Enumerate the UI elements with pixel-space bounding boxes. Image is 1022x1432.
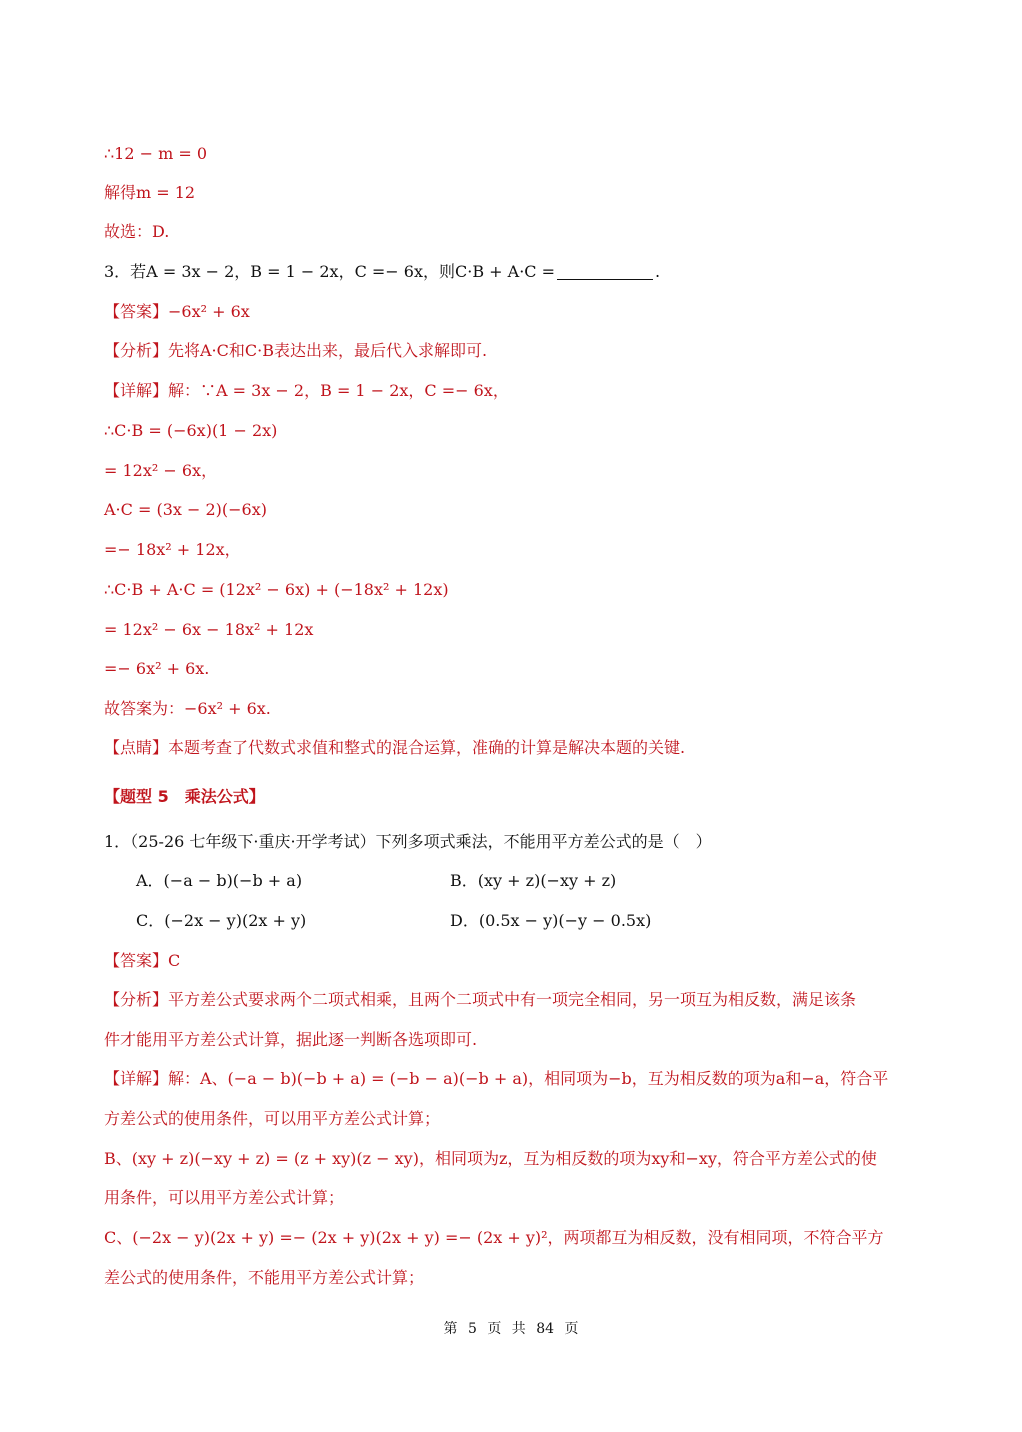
question-3 bbox=[104, 261, 660, 283]
step-line: ∴C·B + A·C = (12x² − 6x) + (−18x² + 12x) bbox=[104, 580, 449, 599]
option-c: C．(−2x − y)(2x + y) bbox=[136, 911, 307, 930]
step-line: ∴12 − m = 0 bbox=[104, 144, 208, 163]
step-line: ∴C·B = (−6x)(1 − 2x) bbox=[104, 421, 278, 440]
footer-text: 页 bbox=[487, 1321, 502, 1337]
step-line: =− 6x² + 6x. bbox=[104, 659, 210, 678]
detail-line: B、(xy + z)(−xy + z) = (z + xy)(z − xy)，相同项为z，互为相反数的项为xy和−xy，符合平方差公式的使 bbox=[104, 1149, 877, 1168]
detail-line: 方差公式的使用条件，可以用平方差公式计算； bbox=[104, 1109, 441, 1128]
step-line: =− 18x² + 12x， bbox=[104, 540, 241, 559]
question-3-text: 3．若A = 3x − 2，B = 1 − 2x，C =− 6x，则C·B + A·C = bbox=[104, 262, 556, 281]
footer-text: 第 bbox=[443, 1321, 458, 1337]
step-line: = 12x² − 6x − 18x² + 12x bbox=[104, 620, 314, 639]
section-title: 【题型 5 乘法公式】 bbox=[104, 787, 265, 806]
step-line: 故选：D. bbox=[104, 222, 170, 241]
analysis-line: 【分析】先将A·C和C·B表达出来，最后代入求解即可. bbox=[104, 341, 488, 360]
question-1: 1．（25-26 七年级下·重庆·开学考试）下列多项式乘法，不能用平方差公式的是（ ） bbox=[104, 832, 712, 851]
option-b: B．(xy + z)(−xy + z) bbox=[450, 871, 617, 890]
detail-line: 用条件，可以用平方差公式计算； bbox=[104, 1188, 345, 1207]
analysis-line: 【分析】平方差公式要求两个二项式相乘，且两个二项式中有一项完全相同，另一项互为相反数，满足该条 bbox=[104, 990, 857, 1009]
option-d: D．(0.5x − y)(−y − 0.5x) bbox=[450, 911, 652, 930]
detail-line: 【详解】解：∵A = 3x − 2，B = 1 − 2x，C =− 6x， bbox=[104, 381, 509, 400]
footer-text: 页 bbox=[564, 1321, 579, 1337]
detail-line: 【详解】解：A、(−a − b)(−b + a) = (−b − a)(−b + a)，相同项为−b，互为相反数的项为a和−a，符合平 bbox=[104, 1069, 889, 1088]
detail-line: C、(−2x − y)(2x + y) =− (2x + y)(2x + y) =− (2x + y)²，两项都互为相反数，没有相同项，不符合平方 bbox=[104, 1228, 884, 1247]
comment-line: 【点睛】本题考查了代数式求值和整式的混合运算，准确的计算是解决本题的关键. bbox=[104, 738, 686, 757]
step-line: 故答案为：−6x² + 6x. bbox=[104, 699, 271, 718]
option-a: A．(−a − b)(−b + a) bbox=[136, 871, 303, 890]
page-footer bbox=[0, 1318, 1022, 1338]
page-number: 5 bbox=[467, 1321, 477, 1337]
analysis-line: 件才能用平方差公式计算，据此逐一判断各选项即可. bbox=[104, 1030, 478, 1049]
question-3-end: . bbox=[655, 262, 661, 281]
step-line: = 12x² − 6x， bbox=[104, 461, 218, 480]
step-line: A·C = (3x − 2)(−6x) bbox=[104, 500, 267, 519]
step-line: 解得m = 12 bbox=[104, 183, 196, 202]
answer-line: 【答案】−6x² + 6x bbox=[104, 302, 250, 321]
answer-line: 【答案】C bbox=[104, 951, 181, 970]
footer-text: 共 bbox=[511, 1321, 526, 1337]
answer-blank bbox=[557, 263, 653, 280]
detail-line: 差公式的使用条件，不能用平方差公式计算； bbox=[104, 1268, 425, 1287]
page-total: 84 bbox=[536, 1321, 555, 1337]
